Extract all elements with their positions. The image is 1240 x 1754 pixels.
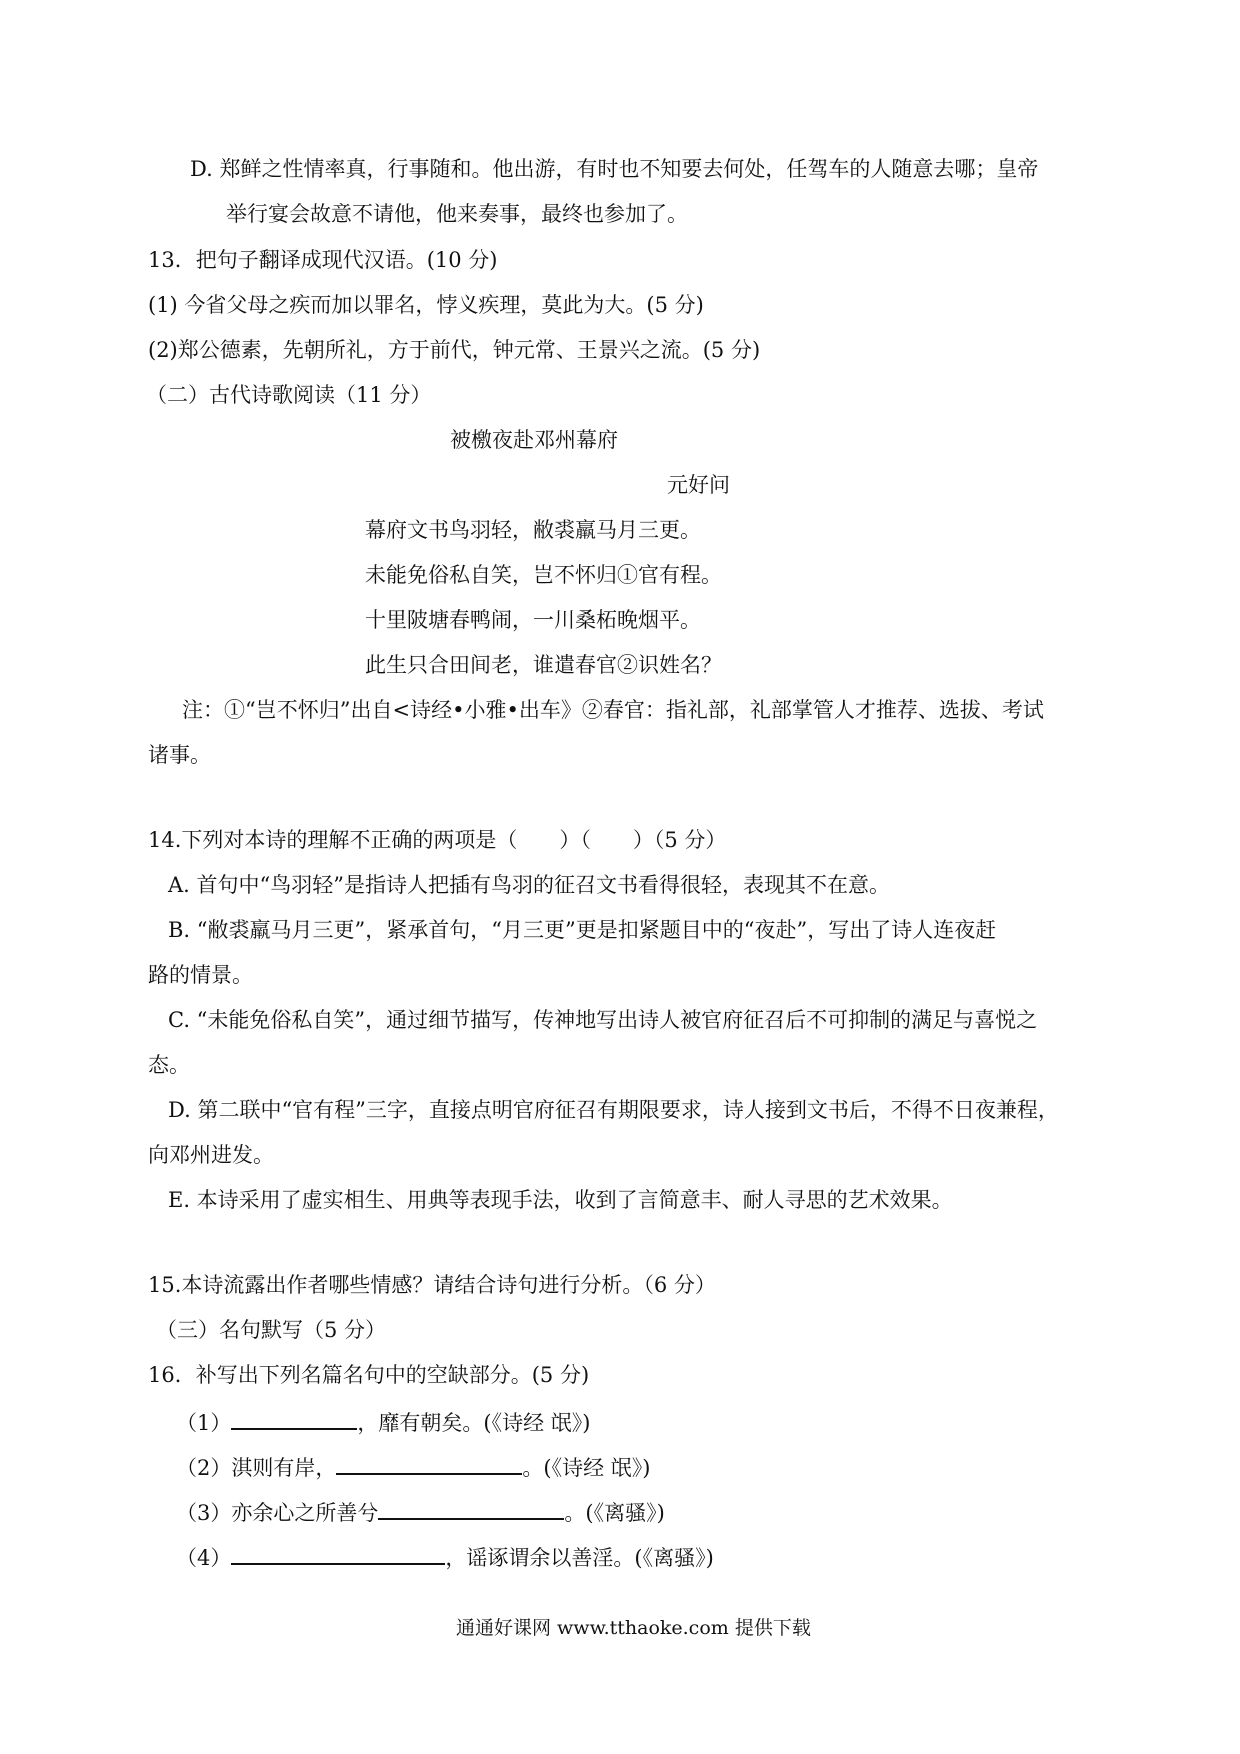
option-c-line-1: C. “未能免俗私自笑”，通过细节描写，传神地写出诗人被官府征召后不可抑制的满足与喜悦之 bbox=[168, 1008, 1038, 1032]
fill-item-1 bbox=[176, 1406, 590, 1437]
question-13-title: 13．把句子翻译成现代汉语。(10 分) bbox=[148, 248, 498, 272]
poem-note-line-1: 注：①“岂不怀归”出自<诗经•小雅•出车》②春官：指礼部，礼部掌管人才推荐、选拔、考试 bbox=[182, 698, 1044, 722]
question-13-sentence-1: (1) 今省父母之疾而加以罪名，悖义疾理，莫此为大。(5 分) bbox=[148, 293, 704, 317]
item-text: 。(《离骚》) bbox=[564, 1501, 665, 1525]
item-text: （2）淇则有岸， bbox=[176, 1456, 337, 1480]
item-text: （3）亦余心之所善兮 bbox=[176, 1501, 379, 1525]
option-b-line-1: B. “敝裘羸马月三更”，紧承首句，“月三更”更是扣紧题目中的“夜赴”，写出了诗人连夜赶 bbox=[168, 918, 997, 942]
option-c-line-2: 态。 bbox=[148, 1053, 190, 1077]
answer-blank[interactable] bbox=[378, 1496, 564, 1520]
answer-blank[interactable] bbox=[231, 1541, 445, 1565]
fill-item-3 bbox=[176, 1496, 665, 1527]
option-d-line-1: D. 郑鲜之性情率真，行事随和。他出游，有时也不知要去何处，任驾车的人随意去哪；皇帝 bbox=[190, 157, 1039, 181]
question-16-title: 16．补写出下列名篇名句中的空缺部分。(5 分) bbox=[148, 1363, 590, 1387]
poem-line: 幕府文书鸟羽轻，敝裘羸马月三更。 bbox=[365, 518, 701, 542]
item-text: ，靡有朝矣。(《诗经 氓》) bbox=[357, 1411, 591, 1435]
poem-line: 未能免俗私自笑，岂不怀归①官有程。 bbox=[365, 563, 722, 587]
page-footer: 通通好课网 www.tthaoke.com 提供下载 bbox=[456, 1617, 811, 1639]
answer-blank[interactable] bbox=[336, 1451, 522, 1475]
question-13-sentence-2: (2)郑公德素，先朝所礼，方于前代，钟元常、王景兴之流。(5 分) bbox=[148, 338, 761, 362]
question-14-title: 14.下列对本诗的理解不正确的两项是（ ）（ ）（5 分） bbox=[148, 828, 727, 852]
fill-item-4 bbox=[176, 1541, 714, 1572]
poem-note-line-2: 诸事。 bbox=[148, 743, 211, 767]
fill-item-2 bbox=[176, 1451, 650, 1482]
option-d-line-2: 举行宴会故意不请他，他来奏事，最终也参加了。 bbox=[226, 202, 688, 226]
section-3-heading: （三）名句默写（5 分） bbox=[156, 1318, 387, 1342]
poem-author: 元好问 bbox=[667, 473, 730, 497]
answer-blank[interactable] bbox=[231, 1406, 357, 1430]
option-b-line-2: 路的情景。 bbox=[148, 963, 253, 987]
option-d-line-2: 向邓州进发。 bbox=[148, 1143, 274, 1167]
poem-title: 被檄夜赴邓州幕府 bbox=[450, 428, 618, 452]
question-15-title: 15.本诗流露出作者哪些情感？请结合诗句进行分析。（6 分） bbox=[148, 1273, 716, 1297]
item-text: ，谣诼谓余以善淫。(《离骚》) bbox=[445, 1546, 714, 1570]
item-number: （4） bbox=[176, 1546, 232, 1570]
section-heading: （二）古代诗歌阅读（11 分） bbox=[146, 383, 432, 407]
item-text: 。(《诗经 氓》) bbox=[522, 1456, 651, 1480]
poem-line: 此生只合田间老，谁遣春官②识姓名？ bbox=[365, 653, 722, 677]
option-a: A. 首句中“鸟羽轻”是指诗人把插有鸟羽的征召文书看得很轻，表现其不在意。 bbox=[168, 873, 890, 897]
option-e: E. 本诗采用了虚实相生、用典等表现手法，收到了言简意丰、耐人寻思的艺术效果。 bbox=[168, 1188, 953, 1212]
item-number: （1） bbox=[176, 1411, 232, 1435]
option-d-line-1: D. 第二联中“官有程”三字，直接点明官府征召有期限要求，诗人接到文书后，不得不日夜兼程， bbox=[168, 1098, 1059, 1122]
poem-line: 十里陂塘春鸭闹，一川桑柘晚烟平。 bbox=[365, 608, 701, 632]
